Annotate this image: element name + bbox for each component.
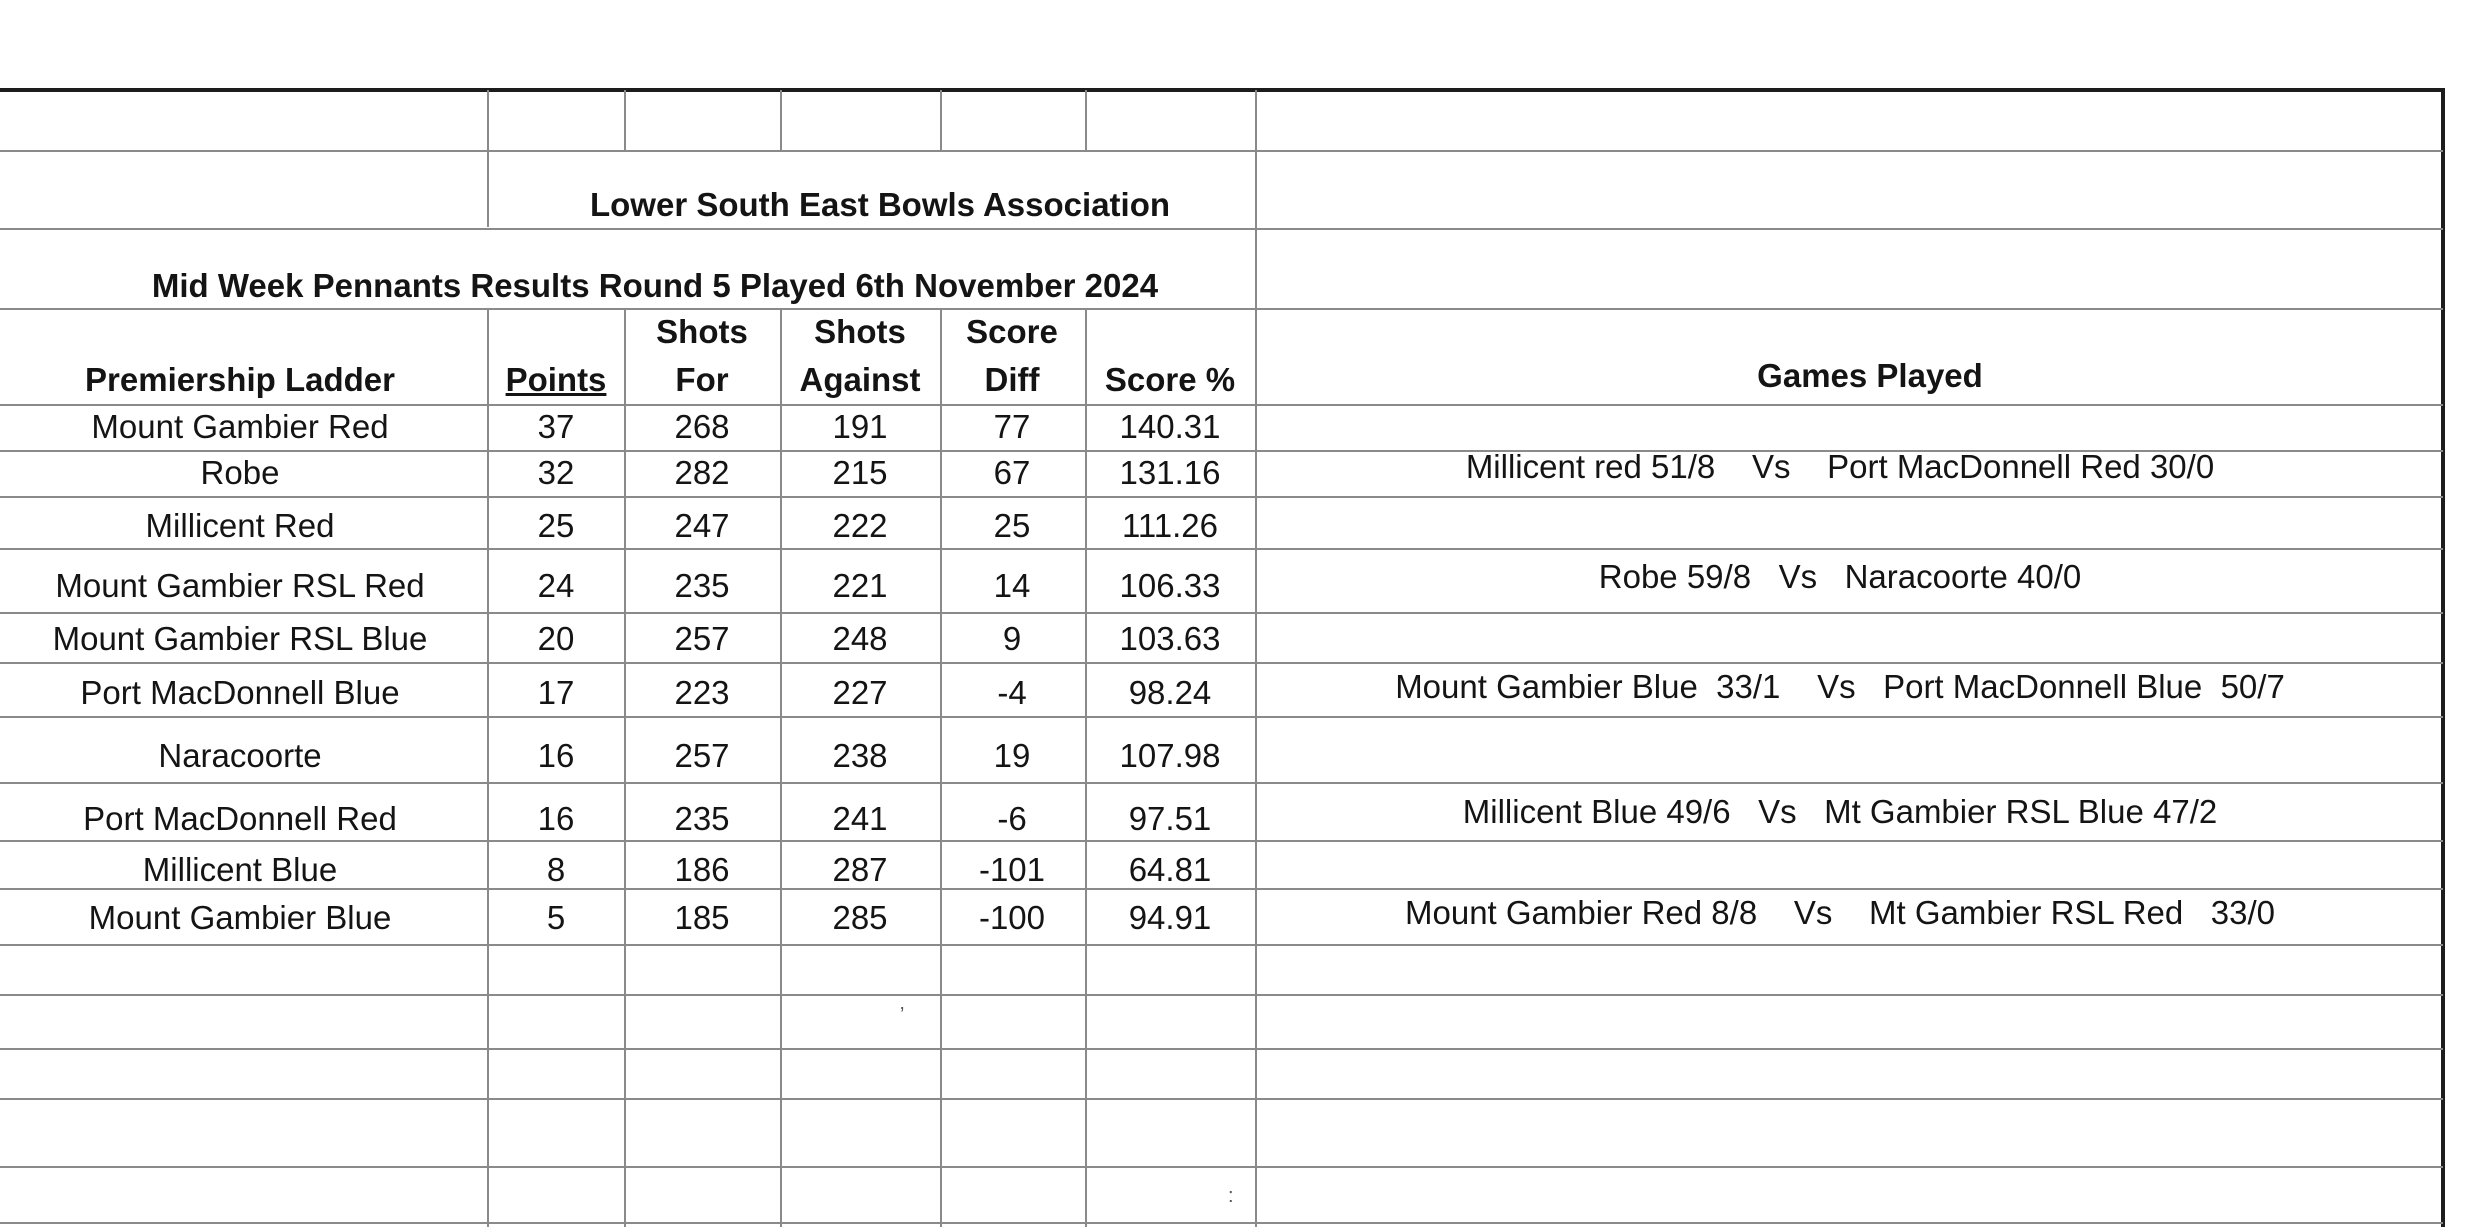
shots-against-cell: 215 <box>832 454 888 491</box>
column-line <box>1085 308 1087 1227</box>
points-cell: 32 <box>537 454 575 491</box>
points-cell: 25 <box>537 507 575 544</box>
game-result: Millicent Blue 49/6 Vs Mt Gambier RSL Blue 47/2 <box>1462 793 2218 830</box>
row-line <box>0 716 2443 718</box>
points-cell: 16 <box>537 737 575 774</box>
points-cell: 8 <box>546 851 566 888</box>
header-shots-against-bottom: Against <box>799 361 921 398</box>
points-cell: 24 <box>537 567 575 604</box>
score-percent-cell: 140.31 <box>1119 408 1221 445</box>
shots-against-cell: 238 <box>832 737 888 774</box>
game-result: Robe 59/8 Vs Naracoorte 40/0 <box>1598 558 2082 595</box>
column-line <box>940 90 942 152</box>
header-shots-for-bottom: For <box>675 361 729 398</box>
shots-against-cell: 191 <box>832 408 888 445</box>
shots-for-cell: 282 <box>674 454 730 491</box>
row-line <box>0 662 2443 664</box>
shots-against-cell: 285 <box>832 899 888 936</box>
score-diff-cell: 77 <box>993 408 1031 445</box>
scan-speck: : <box>1228 1185 1234 1207</box>
row-line <box>0 994 2443 996</box>
score-diff-cell: 9 <box>1002 620 1022 657</box>
row-line <box>0 1048 2443 1050</box>
header-score-diff-top: Score <box>966 313 1058 350</box>
shots-for-cell: 223 <box>674 674 730 711</box>
score-diff-cell: 19 <box>993 737 1031 774</box>
table-top-border <box>0 88 2445 92</box>
score-percent-cell: 64.81 <box>1128 851 1212 888</box>
column-line <box>780 90 782 152</box>
points-cell: 17 <box>537 674 575 711</box>
scan-speck: ʼ <box>900 1005 905 1027</box>
shots-against-cell: 222 <box>832 507 888 544</box>
row-line <box>0 548 2443 550</box>
shots-against-cell: 241 <box>832 800 888 837</box>
row-line <box>0 1166 2443 1168</box>
shots-against-cell: 287 <box>832 851 888 888</box>
header-shots-against-top: Shots <box>814 313 906 350</box>
team-name: Millicent Blue <box>142 851 338 888</box>
team-name: Mount Gambier Blue <box>88 899 392 936</box>
points-cell: 37 <box>537 408 575 445</box>
row-line <box>0 404 2443 406</box>
row-line <box>0 612 2443 614</box>
column-line <box>487 90 489 227</box>
score-percent-cell: 103.63 <box>1119 620 1221 657</box>
shots-for-cell: 257 <box>674 620 730 657</box>
team-name: Robe <box>200 454 280 491</box>
table-right-border <box>2441 88 2445 1227</box>
column-line <box>624 90 626 152</box>
row-line <box>0 1098 2443 1100</box>
score-diff-cell: 14 <box>993 567 1031 604</box>
team-name: Port MacDonnell Blue <box>80 674 400 711</box>
score-diff-cell: 67 <box>993 454 1031 491</box>
column-line <box>624 308 626 1227</box>
score-diff-cell: -100 <box>978 899 1046 936</box>
team-name: Naracoorte <box>158 737 322 774</box>
points-cell: 16 <box>537 800 575 837</box>
shots-for-cell: 247 <box>674 507 730 544</box>
row-line <box>0 840 2443 842</box>
points-cell: 20 <box>537 620 575 657</box>
team-name: Port MacDonnell Red <box>83 800 397 837</box>
column-line <box>1255 90 1257 1227</box>
row-line <box>0 782 2443 784</box>
association-title: Lower South East Bowls Association <box>589 186 1171 223</box>
shots-for-cell: 186 <box>674 851 730 888</box>
row-line <box>0 496 2443 498</box>
row-line <box>0 888 2443 890</box>
shots-against-cell: 221 <box>832 567 888 604</box>
column-line <box>940 308 942 1227</box>
team-name: Millicent Red <box>145 507 335 544</box>
shots-for-cell: 257 <box>674 737 730 774</box>
score-diff-cell: -6 <box>997 800 1027 837</box>
row-line <box>0 944 2443 946</box>
header-games-played: Games Played <box>1757 357 1983 394</box>
score-diff-cell: 25 <box>993 507 1031 544</box>
score-percent-cell: 107.98 <box>1119 737 1221 774</box>
header-premiership-ladder: Premiership Ladder <box>85 361 395 398</box>
header-points: Points <box>505 361 607 398</box>
score-percent-cell: 97.51 <box>1128 800 1212 837</box>
row-line <box>0 1222 2443 1224</box>
team-name: Mount Gambier RSL Red <box>55 567 425 604</box>
row-line <box>0 150 2443 152</box>
shots-for-cell: 268 <box>674 408 730 445</box>
header-shots-for-top: Shots <box>656 313 748 350</box>
round-subtitle: Mid Week Pennants Results Round 5 Played 6th November 2024 <box>151 267 1159 304</box>
game-result: Millicent red 51/8 Vs Port MacDonnell Red 30/0 <box>1465 448 2215 485</box>
header-score-diff-bottom: Diff <box>984 361 1040 398</box>
shots-against-cell: 227 <box>832 674 888 711</box>
column-line <box>1085 90 1087 152</box>
shots-for-cell: 235 <box>674 800 730 837</box>
score-percent-cell: 111.26 <box>1121 507 1219 544</box>
column-line <box>487 308 489 1227</box>
team-name: Mount Gambier Red <box>91 408 389 445</box>
game-result: Mount Gambier Blue 33/1 Vs Port MacDonnell Blue 50/7 <box>1395 668 2285 705</box>
column-line <box>780 308 782 1227</box>
row-line <box>0 308 2443 310</box>
team-name: Mount Gambier RSL Blue <box>52 620 428 657</box>
score-percent-cell: 98.24 <box>1128 674 1212 711</box>
score-diff-cell: -101 <box>978 851 1046 888</box>
score-percent-cell: 131.16 <box>1119 454 1221 491</box>
row-line <box>0 228 2443 230</box>
shots-for-cell: 185 <box>674 899 730 936</box>
shots-against-cell: 248 <box>832 620 888 657</box>
points-cell: 5 <box>546 899 566 936</box>
score-percent-cell: 106.33 <box>1119 567 1221 604</box>
shots-for-cell: 235 <box>674 567 730 604</box>
score-percent-cell: 94.91 <box>1128 899 1212 936</box>
game-result: Mount Gambier Red 8/8 Vs Mt Gambier RSL Red 33/0 <box>1405 894 2275 931</box>
score-diff-cell: -4 <box>997 674 1027 711</box>
header-score-percent: Score % <box>1104 361 1236 398</box>
